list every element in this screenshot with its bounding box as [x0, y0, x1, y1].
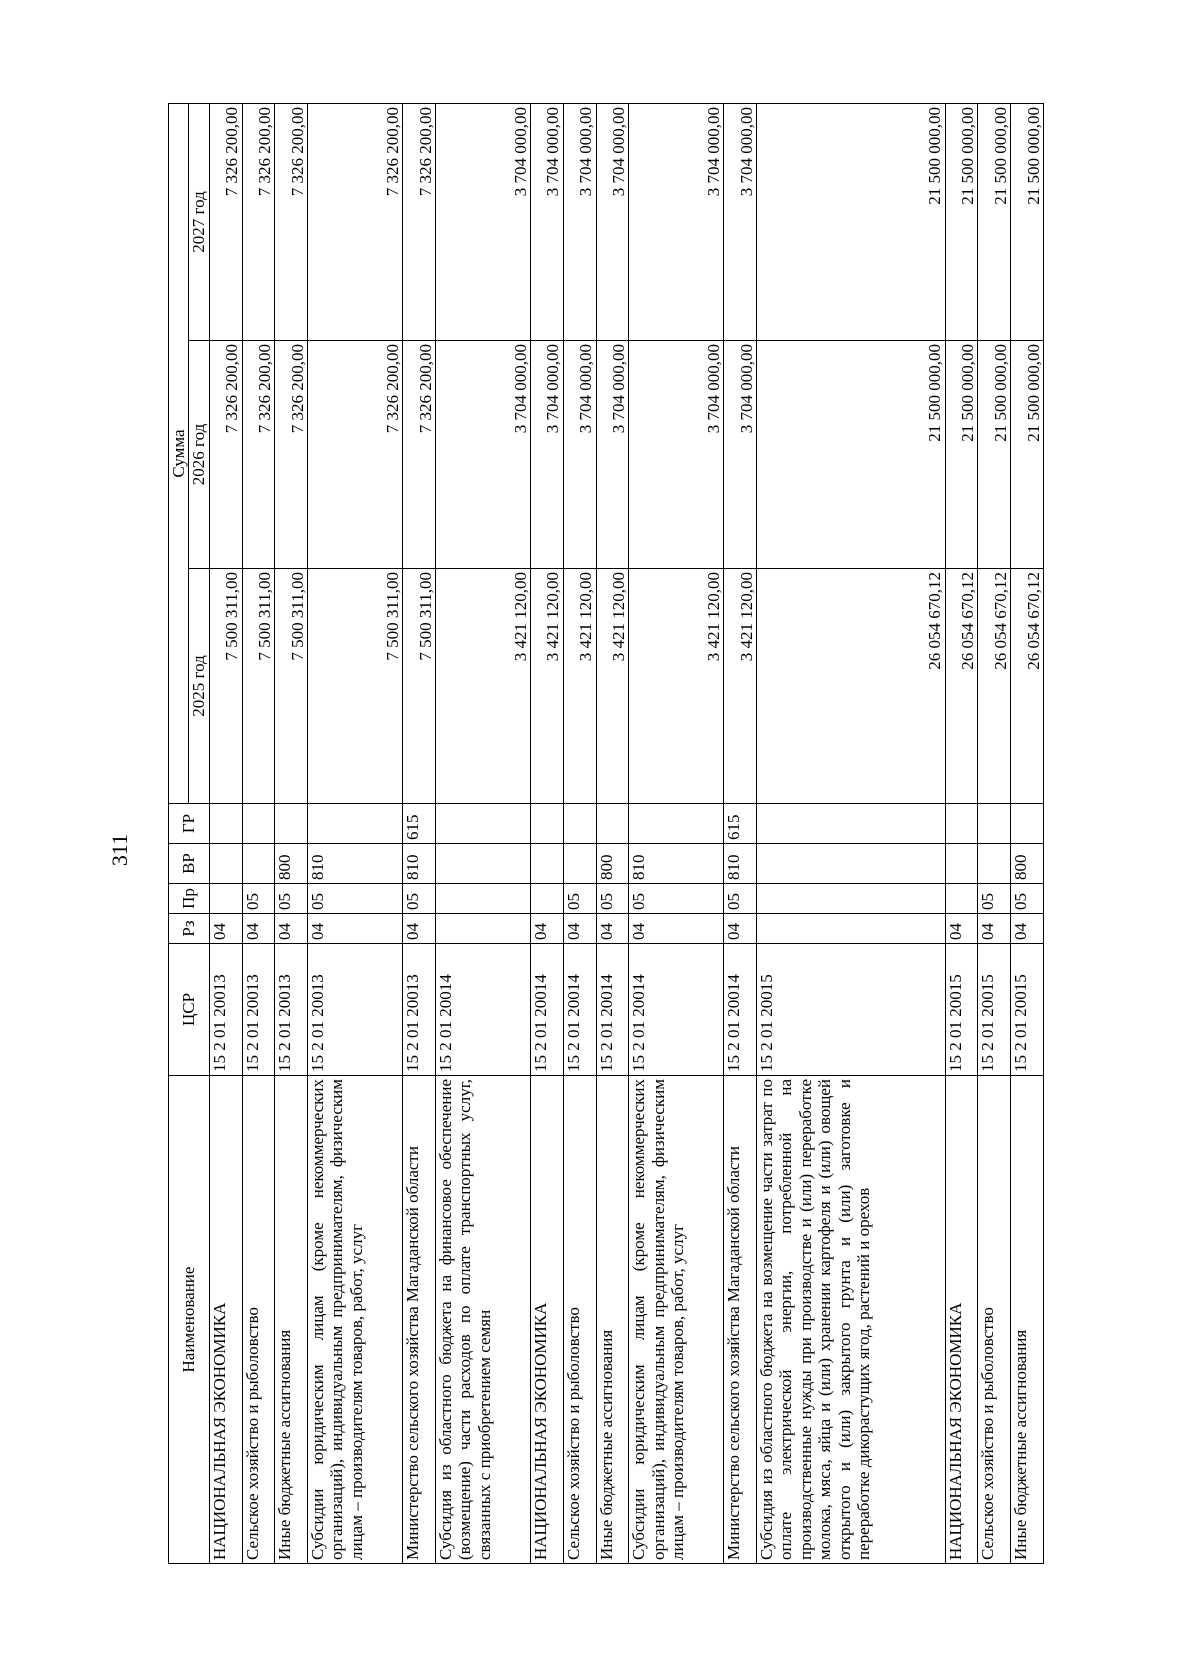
cell-2026: 7 326 200,00: [275, 341, 308, 569]
cell-pr: [757, 884, 946, 914]
cell-2026: 21 500 000,00: [945, 341, 978, 569]
table-row: [308, 103, 403, 1563]
table-row: [724, 103, 757, 1563]
cell-2026: 7 326 200,00: [308, 341, 403, 569]
cell-pr: 05: [1011, 884, 1044, 914]
cell-csr: 15 2 01 20015: [978, 944, 1011, 1076]
cell-pr: 05: [563, 884, 596, 914]
cell-pr: 05: [403, 884, 436, 914]
cell-2025: 26 054 670,12: [945, 569, 978, 804]
cell-csr: 15 2 01 20013: [275, 944, 308, 1076]
cell-2027: 21 500 000,00: [978, 103, 1011, 340]
cell-name: Министерство сельского хозяйства Магаданской области: [724, 1076, 757, 1564]
cell-pr: 05: [596, 884, 629, 914]
table-row: [403, 103, 436, 1563]
cell-name: НАЦИОНАЛЬНАЯ ЭКОНОМИКА: [530, 1076, 563, 1564]
cell-rz: [435, 914, 530, 944]
cell-csr: 15 2 01 20014: [596, 944, 629, 1076]
cell-rz: 04: [724, 914, 757, 944]
cell-rz: 04: [978, 914, 1011, 944]
cell-gr: [209, 804, 242, 844]
cell-name: Субсидии юридическим лицам (кроме некоммерческих организаций), индивидуальным предпринимателям, физическим лицам – производителям товаров, работ, услуг: [308, 1076, 403, 1564]
cell-pr: [435, 884, 530, 914]
cell-csr: 15 2 01 20015: [757, 944, 946, 1076]
cell-vr: [757, 844, 946, 884]
cell-2027: 21 500 000,00: [757, 103, 946, 340]
cell-vr: 810: [403, 844, 436, 884]
cell-2027: 7 326 200,00: [403, 103, 436, 340]
cell-gr: 615: [403, 804, 436, 844]
cell-2026: 3 704 000,00: [530, 341, 563, 569]
cell-2025: 3 421 120,00: [629, 569, 724, 804]
cell-vr: [945, 844, 978, 884]
cell-vr: [978, 844, 1011, 884]
header-pr: Пр: [169, 884, 210, 914]
cell-csr: 15 2 01 20015: [1011, 944, 1044, 1076]
budget-table: [168, 103, 1044, 1564]
cell-gr: [596, 804, 629, 844]
cell-2026: 7 326 200,00: [209, 341, 242, 569]
cell-rz: 04: [530, 914, 563, 944]
page-number: 311: [107, 833, 132, 867]
cell-gr: [275, 804, 308, 844]
cell-vr: 810: [629, 844, 724, 884]
cell-rz: 04: [242, 914, 275, 944]
cell-gr: [945, 804, 978, 844]
cell-rz: 04: [563, 914, 596, 944]
table-row: [563, 103, 596, 1563]
cell-pr: 05: [629, 884, 724, 914]
cell-2026: 7 326 200,00: [242, 341, 275, 569]
cell-name: Сельское хозяйство и рыболовство: [978, 1076, 1011, 1564]
cell-2025: 3 421 120,00: [435, 569, 530, 804]
cell-2025: 3 421 120,00: [724, 569, 757, 804]
table-row: [209, 103, 242, 1563]
cell-name: Субсидии юридическим лицам (кроме некоммерческих организаций), индивидуальным предпринимателям, физическим лицам – производителям товаров, работ, услуг: [629, 1076, 724, 1564]
cell-vr: 800: [1011, 844, 1044, 884]
cell-2025: 26 054 670,12: [757, 569, 946, 804]
cell-2026: 3 704 000,00: [435, 341, 530, 569]
cell-2027: 3 704 000,00: [629, 103, 724, 340]
cell-pr: [209, 884, 242, 914]
cell-vr: [242, 844, 275, 884]
cell-csr: 15 2 01 20014: [563, 944, 596, 1076]
cell-2026: 7 326 200,00: [403, 341, 436, 569]
cell-gr: [308, 804, 403, 844]
cell-pr: [945, 884, 978, 914]
cell-pr: 05: [242, 884, 275, 914]
cell-2025: 3 421 120,00: [596, 569, 629, 804]
cell-rz: 04: [945, 914, 978, 944]
table-row: [945, 103, 978, 1563]
header-csr: ЦСР: [169, 944, 210, 1076]
cell-name: Сельское хозяйство и рыболовство: [242, 1076, 275, 1564]
cell-csr: 15 2 01 20015: [945, 944, 978, 1076]
cell-gr: 615: [724, 804, 757, 844]
cell-gr: [242, 804, 275, 844]
cell-name: НАЦИОНАЛЬНАЯ ЭКОНОМИКА: [209, 1076, 242, 1564]
cell-2025: 3 421 120,00: [530, 569, 563, 804]
table-row: [435, 103, 530, 1563]
cell-rz: 04: [629, 914, 724, 944]
header-vr: ВР: [169, 844, 210, 884]
cell-2027: 3 704 000,00: [435, 103, 530, 340]
cell-name: НАЦИОНАЛЬНАЯ ЭКОНОМИКА: [945, 1076, 978, 1564]
cell-vr: 800: [596, 844, 629, 884]
cell-2026: 21 500 000,00: [757, 341, 946, 569]
table-row: [530, 103, 563, 1563]
header-year-2025: 2025 год: [189, 569, 209, 804]
cell-vr: [435, 844, 530, 884]
cell-2027: 3 704 000,00: [724, 103, 757, 340]
cell-name: Субсидия из областного бюджета на возмещение части затрат по оплате электрической энергии, потребленной на производственные нужды при производстве и (или) переработке молока, мяса, яйца и (или) хранении картофеля и (или) овощей открытого и (или) закрытого грунта и (или) заготовке и переработке дикорастущих ягод, растений и орехов: [757, 1076, 946, 1564]
cell-2025: 7 500 311,00: [403, 569, 436, 804]
rotated-table-wrapper: [168, 104, 1044, 1564]
cell-2025: 7 500 311,00: [308, 569, 403, 804]
header-rz: Рз: [169, 914, 210, 944]
cell-2025: 7 500 311,00: [209, 569, 242, 804]
cell-gr: [530, 804, 563, 844]
cell-2025: 26 054 670,12: [1011, 569, 1044, 804]
header-year-2026: 2026 год: [189, 341, 209, 569]
cell-rz: 04: [596, 914, 629, 944]
cell-rz: 04: [308, 914, 403, 944]
cell-2027: 3 704 000,00: [563, 103, 596, 340]
table-row: [275, 103, 308, 1563]
cell-csr: 15 2 01 20014: [629, 944, 724, 1076]
cell-csr: 15 2 01 20014: [530, 944, 563, 1076]
cell-vr: 800: [275, 844, 308, 884]
cell-name: Субсидия из областного бюджета на финансовое обеспечение (возмещение) части расходов по оплате транспортных услуг, связанных с приобретением семян: [435, 1076, 530, 1564]
cell-name: Иные бюджетные ассигнования: [596, 1076, 629, 1564]
cell-name: Министерство сельского хозяйства Магаданской области: [403, 1076, 436, 1564]
cell-2027: 7 326 200,00: [308, 103, 403, 340]
cell-gr: [757, 804, 946, 844]
cell-2027: 3 704 000,00: [530, 103, 563, 340]
cell-pr: 05: [275, 884, 308, 914]
cell-2027: 21 500 000,00: [945, 103, 978, 340]
cell-pr: 05: [724, 884, 757, 914]
cell-csr: 15 2 01 20013: [209, 944, 242, 1076]
cell-2027: 3 704 000,00: [596, 103, 629, 340]
table-row: [978, 103, 1011, 1563]
cell-gr: [563, 804, 596, 844]
cell-2026: 21 500 000,00: [1011, 341, 1044, 569]
header-sum: Сумма: [169, 103, 189, 803]
cell-pr: 05: [308, 884, 403, 914]
cell-2026: 21 500 000,00: [978, 341, 1011, 569]
cell-pr: 05: [978, 884, 1011, 914]
table-row: [596, 103, 629, 1563]
cell-name: Иные бюджетные ассигнования: [275, 1076, 308, 1564]
cell-rz: [757, 914, 946, 944]
cell-2025: 7 500 311,00: [275, 569, 308, 804]
cell-csr: 15 2 01 20013: [308, 944, 403, 1076]
cell-2027: 7 326 200,00: [275, 103, 308, 340]
cell-2027: 7 326 200,00: [242, 103, 275, 340]
cell-csr: 15 2 01 20014: [435, 944, 530, 1076]
cell-gr: [629, 804, 724, 844]
table-row: [757, 103, 946, 1563]
cell-2025: 7 500 311,00: [242, 569, 275, 804]
table-body: [209, 103, 1043, 1563]
cell-csr: 15 2 01 20013: [403, 944, 436, 1076]
cell-rz: 04: [1011, 914, 1044, 944]
cell-gr: [435, 804, 530, 844]
cell-2026: 3 704 000,00: [563, 341, 596, 569]
cell-name: Иные бюджетные ассигнования: [1011, 1076, 1044, 1564]
table-row: [1011, 103, 1044, 1563]
cell-2027: 21 500 000,00: [1011, 103, 1044, 340]
header-year-2027: 2027 год: [189, 103, 209, 340]
header-gr: ГР: [169, 804, 210, 844]
cell-2026: 3 704 000,00: [629, 341, 724, 569]
cell-2025: 3 421 120,00: [563, 569, 596, 804]
table-row: [629, 103, 724, 1563]
cell-2027: 7 326 200,00: [209, 103, 242, 340]
cell-rz: 04: [275, 914, 308, 944]
cell-vr: [209, 844, 242, 884]
cell-vr: 810: [724, 844, 757, 884]
cell-gr: [1011, 804, 1044, 844]
cell-pr: [530, 884, 563, 914]
cell-rz: 04: [209, 914, 242, 944]
header-name: Наименование: [169, 1076, 210, 1564]
cell-2026: 3 704 000,00: [724, 341, 757, 569]
cell-2026: 3 704 000,00: [596, 341, 629, 569]
cell-vr: [530, 844, 563, 884]
cell-gr: [978, 804, 1011, 844]
table-row: [242, 103, 275, 1563]
cell-csr: 15 2 01 20013: [242, 944, 275, 1076]
cell-2025: 26 054 670,12: [978, 569, 1011, 804]
cell-rz: 04: [403, 914, 436, 944]
cell-vr: [563, 844, 596, 884]
cell-name: Сельское хозяйство и рыболовство: [563, 1076, 596, 1564]
cell-csr: 15 2 01 20014: [724, 944, 757, 1076]
cell-vr: 810: [308, 844, 403, 884]
